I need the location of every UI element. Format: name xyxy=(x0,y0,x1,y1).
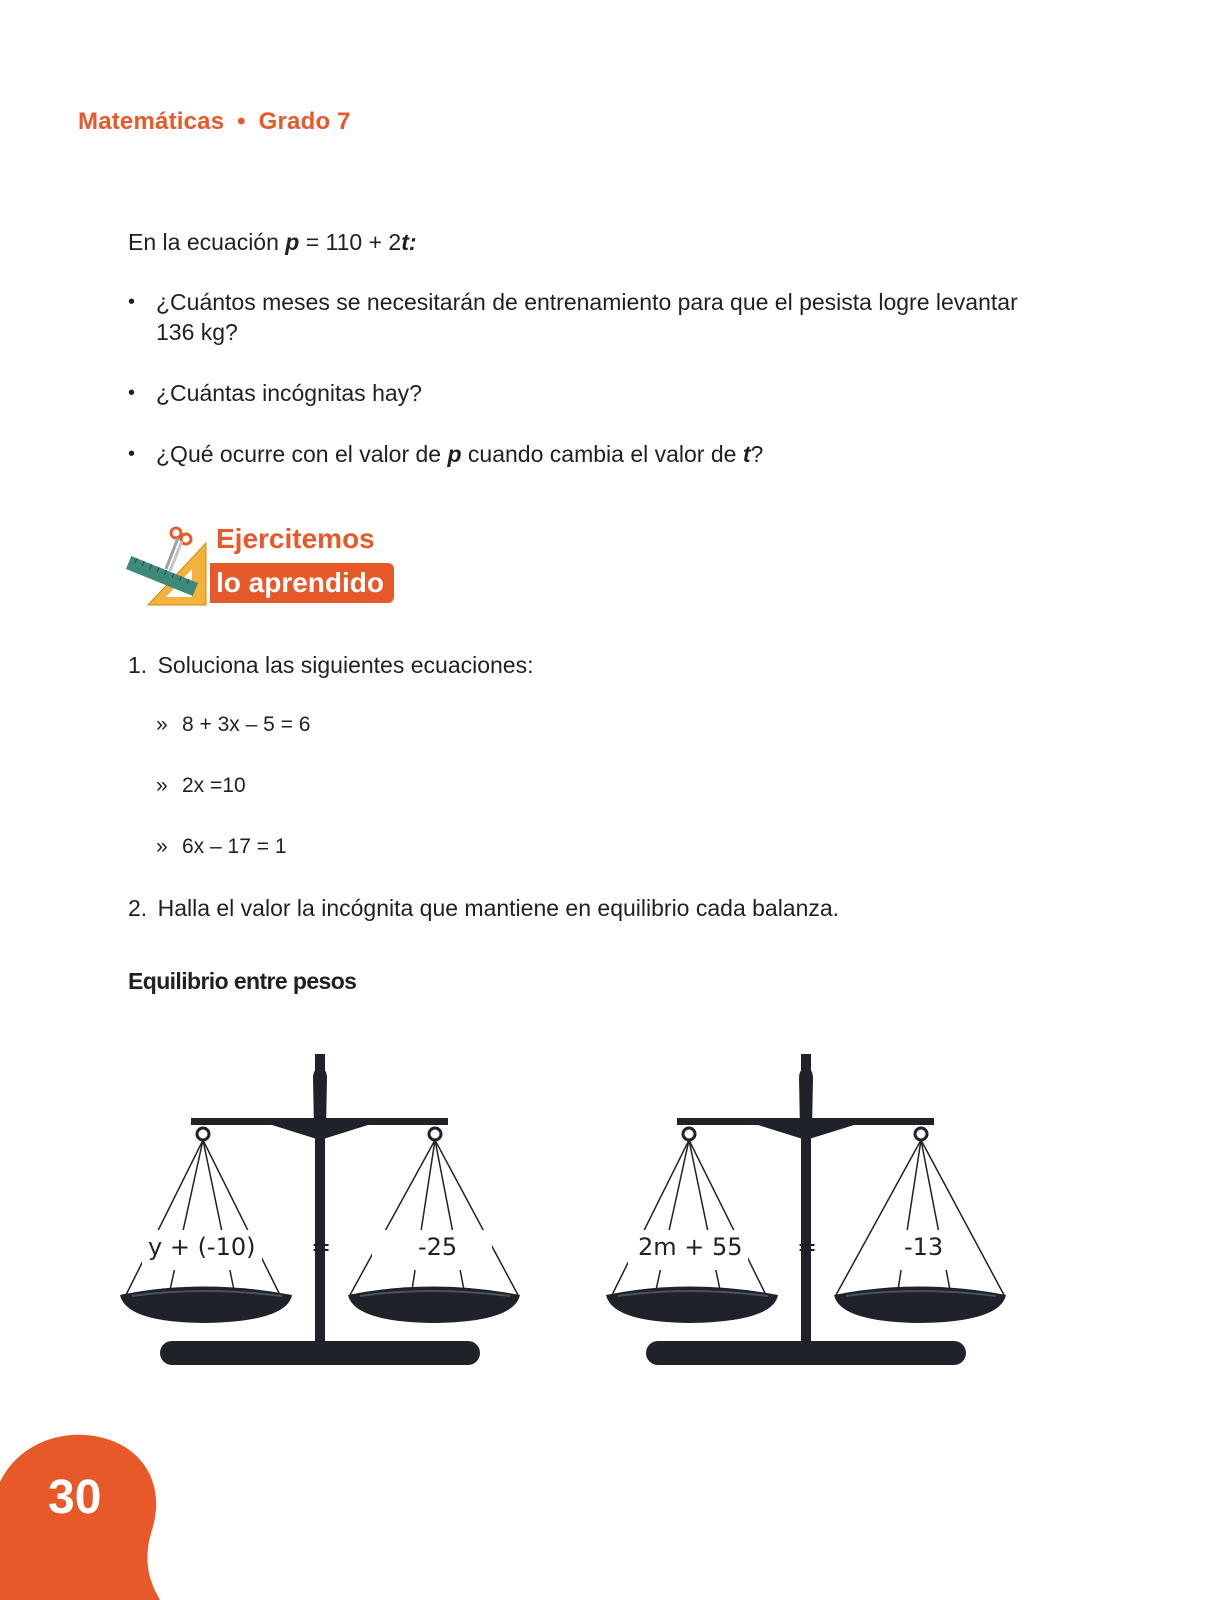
variable-p: p xyxy=(285,229,300,255)
scale-right-label: -13 xyxy=(904,1233,944,1261)
sub-bullet-mark: » xyxy=(156,713,168,736)
sub-bullet-mark: » xyxy=(156,835,168,858)
balance-scale-icon xyxy=(112,1050,532,1380)
bullet-text xyxy=(156,439,1046,469)
equation: 6x – 17 = 1 xyxy=(182,835,287,858)
page-number-badge xyxy=(0,1432,160,1600)
scale-equals-sign: = xyxy=(311,1233,332,1261)
figure-title: Equilibrio entre pesos xyxy=(128,968,357,994)
grade-label: Grado 7 xyxy=(258,108,351,135)
sub-bullet-mark: » xyxy=(156,774,168,797)
equation: 8 + 3x – 5 = 6 xyxy=(182,713,311,736)
bullet-suffix: ? xyxy=(750,441,764,467)
scale-equals-sign: = xyxy=(797,1233,818,1261)
subject-label: Matemáticas xyxy=(78,108,225,135)
variable-p: p xyxy=(447,441,462,467)
scale-left-label: y + (-10) xyxy=(148,1233,256,1261)
bullet-middle: cuando cambia el valor de xyxy=(461,441,743,467)
intro-line xyxy=(128,227,417,257)
exercise-banner xyxy=(126,523,406,623)
page-number: 30 xyxy=(48,1471,102,1524)
scale-left-label: 2m + 55 xyxy=(638,1233,743,1261)
banner-subtitle: lo aprendido xyxy=(210,563,394,603)
header-separator: • xyxy=(237,108,246,135)
intro-middle: = 110 + 2 xyxy=(299,229,402,255)
intro-prefix: En la ecuación xyxy=(128,229,286,255)
bullet-mark: • xyxy=(128,443,136,465)
variable-t: t xyxy=(742,441,751,467)
equation: 2x =10 xyxy=(182,774,246,797)
exercise-text: Soluciona las siguientes ecuaciones: xyxy=(157,652,534,678)
bullet-mark: • xyxy=(128,291,136,313)
balance-scale-2 xyxy=(598,1050,1018,1380)
exercise-number: 2. xyxy=(128,895,148,921)
bullet-text: ¿Cuántas incógnitas hay? xyxy=(156,380,422,406)
exercise-1 xyxy=(128,650,533,680)
exercise-number: 1. xyxy=(128,652,148,678)
exercise-text: Halla el valor la incógnita que mantiene en equilibrio cada balanza. xyxy=(157,895,840,921)
ruler-scissors-icon xyxy=(126,523,216,609)
scale-right-label: -25 xyxy=(418,1233,458,1261)
bullet-text: ¿Cuántos meses se necesitarán de entrenamiento para que el pesista logre levantar 136 kg? xyxy=(156,289,1018,345)
balance-scale-1 xyxy=(112,1050,532,1380)
balance-scale-icon xyxy=(598,1050,1018,1380)
banner-title: Ejercitemos xyxy=(216,523,375,554)
bullet-prefix: ¿Qué ocurre con el valor de xyxy=(156,441,448,467)
exercise-2 xyxy=(128,893,839,923)
running-header xyxy=(78,108,351,136)
variable-t: t: xyxy=(401,229,417,255)
bullet-mark: • xyxy=(128,382,136,404)
